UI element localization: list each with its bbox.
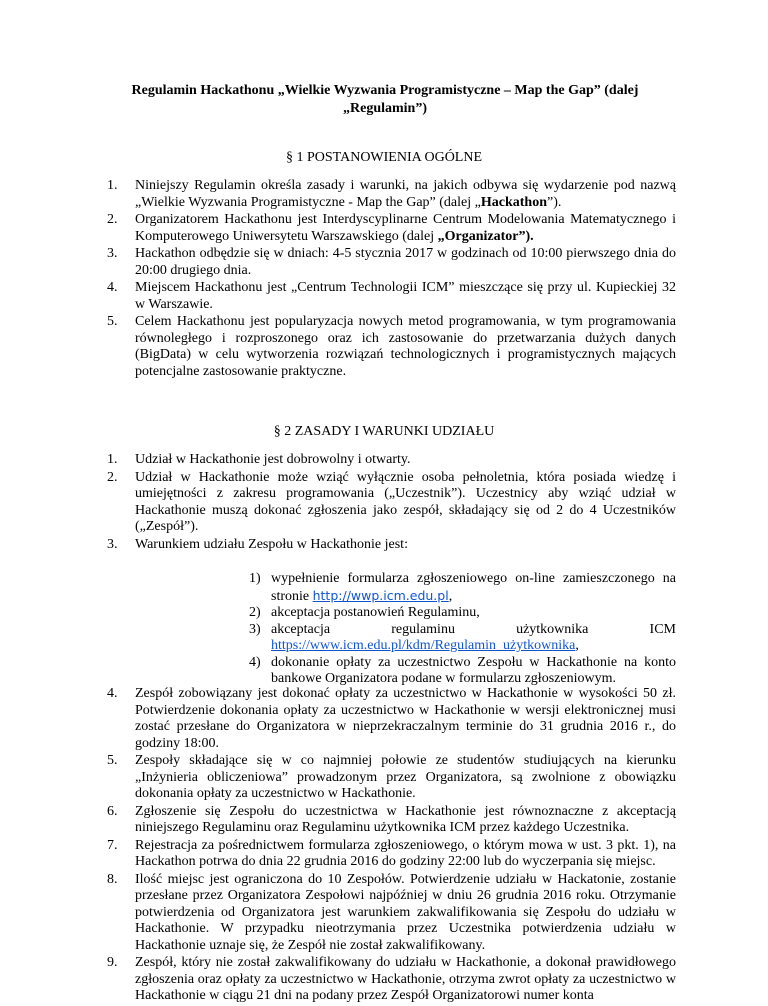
item-text: Zespoły składające się w co najmniej połowie ze studentów studiujących na kierunku „Inżynieria obliczeniowa” prowadzonym przez Organizatora, są zwolnione z obowiązku dokonania opłaty za uczestnictwo w Hackathonie.: [135, 753, 676, 801]
list-item: [107, 246, 676, 279]
section-2-sublist: [107, 571, 676, 688]
document-title: Regulamin Hackathonu „Wielkie Wyzwania Programistyczne – Map the Gap” (dalej „Regulamin”): [131, 83, 639, 116]
subitem-number: 1): [249, 571, 261, 586]
user-regulations-link[interactable]: https://www.icm.edu.pl/kdm/Regulamin_użytkownika: [271, 638, 576, 653]
item-text: Udział w Hackathonie jest dobrowolny i otwarty.: [135, 452, 411, 467]
list-item: [107, 838, 676, 871]
list-item: [107, 452, 676, 469]
item-number: 4.: [107, 280, 118, 295]
subitem-number: 3): [249, 621, 261, 637]
item-number: 5.: [107, 314, 118, 329]
item-text: Zgłoszenie się Zespołu do uczestnictwa w Hackathonie jest równoznaczne z akceptacją niniejszego Regulaminu oraz Regulaminu użytkownika ICM przez każdego Uczestnika.: [135, 803, 676, 835]
list-item: [107, 955, 676, 1005]
sublist-item: [107, 655, 676, 688]
registration-form-link[interactable]: http://wwp.icm.edu.pl: [312, 587, 449, 603]
item-text: Warunkiem udziału Zespołu w Hackathonie jest:: [135, 536, 408, 552]
item-text-after: ”).: [546, 194, 562, 210]
item-number: 5.: [107, 753, 118, 768]
list-item: [107, 178, 676, 211]
subitem-word: użytkownika: [516, 621, 589, 637]
subitem-text: wypełnienie formularza zgłoszeniowego on-line zamieszczonego na stronie: [271, 571, 676, 604]
subitem-number: 4): [249, 654, 261, 670]
subitem-spread-line: [271, 622, 676, 639]
item-number: 3.: [107, 536, 118, 552]
list-item: [107, 872, 676, 955]
sublist-item: [107, 622, 676, 655]
list-item: [107, 280, 676, 313]
sublist-item: [107, 571, 676, 605]
item-text: Rejestracja za pośrednictwem formularza zgłoszeniowego, o którym mowa w ust. 3 pkt. 1), na Hackathon potrwa do dnia 22 grudnia 2016 do godziny 22:00 lub do wyczerpania się miejsc.: [135, 837, 676, 869]
list-item: [107, 804, 676, 837]
list-item: [107, 537, 676, 554]
item-bold-term: Hackathon: [480, 194, 547, 210]
item-number: 6.: [107, 803, 118, 819]
list-item: [107, 753, 676, 803]
item-bold-term: „Organizator”).: [437, 228, 534, 244]
item-number: 3.: [107, 246, 118, 261]
item-text: Celem Hackathonu jest popularyzacja nowych metod programowania, w tym programowania równoległego i rozproszonego oraz ich zastosowanie do przetwarzania dużych danych (BigData) w celu wytworzenia rozwiązań technologicznych i programistycznych mających potencjalne zastosowanie praktyczne.: [135, 314, 676, 379]
list-item: [107, 212, 676, 245]
item-number: 9.: [107, 955, 118, 970]
list-item: [107, 314, 676, 380]
item-number: 4.: [107, 686, 118, 701]
section-1-list: [107, 178, 676, 381]
item-number: 1.: [107, 178, 118, 193]
item-text: Organizatorem Hackathonu jest Interdyscyplinarne Centrum Modelowania Matematycznego i Komputerowego Uniwersytetu Warszawskiego (dalej: [135, 212, 676, 244]
subitem-text: akceptacja postanowień Regulaminu,: [271, 605, 480, 620]
subitem-word: ICM: [649, 621, 676, 637]
item-text: Ilość miejsc jest ograniczona do 10 Zespołów. Potwierdzenie udziału w Hackatonie, zostanie przesłane przez Organizatora Zespołowi najpóźniej w dniu 26 grudnia 2016 roku. Otrzymanie potwierdzenia od Organizatora jest warunkiem zakwalifikowania się Zespołu do udziału w Hackathonie. W przypadku nieotrzymania przez Uczestnika potwierdzenia udziału w Hackathonie uznaje się, że Zespół nie został zakwalifikowany.: [135, 871, 676, 953]
subitem-word: regulaminu: [391, 621, 455, 637]
section-2-list-continued: [107, 686, 676, 1006]
item-number: 2.: [107, 212, 118, 227]
list-item: [107, 686, 676, 752]
item-number: 2.: [107, 469, 118, 485]
item-number: 1.: [107, 452, 118, 467]
item-text: Miejscem Hackathonu jest „Centrum Technologii ICM” mieszczące się przy ul. Kupieckiej 32 w Warszawie.: [135, 280, 676, 312]
item-text: Niniejszy Regulamin określa zasady i warunki, na jakich odbywa się wydarzenie pod nazwą „Wielkie Wyzwania Programistyczne - Map the Gap” (dalej „: [135, 178, 676, 210]
list-item: [107, 470, 676, 536]
item-text: Zespół, który nie został zakwalifikowany do udziału w Hackathonie, a dokonał prawidłowego zgłoszenia oraz opłaty za uczestnictwo w Hackathonie, otrzyma zwrot opłaty za uczestnictwo w Hackathonie w ciągu 21 dni na podany przez Zespół Organizatorowi numer konta: [135, 955, 676, 1003]
section-2-list: [107, 452, 676, 554]
subitem-text-after: ,: [575, 638, 579, 653]
item-number: 7.: [107, 837, 118, 853]
item-number: 8.: [107, 871, 118, 887]
item-text: Udział w Hackathonie może wziąć wyłącznie osoba pełnoletnia, która posiada wiedzę i umiejętności z zakresu programowania („Uczestnik”). Uczestnicy aby wziąć udział w Hackathonie muszą dokonać zgłoszenia jako zespół, składający się od 2 do 4 Uczestników („Zespół”).: [135, 469, 676, 534]
section-2-heading: § 2 ZASADY I WARUNKI UDZIAŁU: [273, 424, 495, 439]
item-text: Zespół zobowiązany jest dokonać opłaty za uczestnictwo w Hackathonie w wysokości 50 zł. Potwierdzenie dokonania opłaty za uczestnictwo w Hackathonie w wersji elektronicznej musi zostać przesłane do Organizatora w nieprzekraczalnym terminie do 31 grudnia 2016 r., do godziny 18:00.: [135, 686, 676, 751]
sublist-item: [107, 605, 676, 622]
subitem-word: akceptacja: [271, 621, 331, 637]
section-1-heading: § 1 POSTANOWIENIA OGÓLNE: [285, 150, 483, 165]
subitem-text-after: ,: [448, 588, 453, 604]
item-text: Hackathon odbędzie się w dniach: 4-5 stycznia 2017 w godzinach od 10:00 pierwszego dnia do 20:00 drugiego dnia.: [135, 246, 676, 278]
subitem-text: dokonanie opłaty za uczestnictwo Zespołu w Hackathonie na konto bankowe Organizatora podane w formularzu zgłoszeniowym.: [271, 654, 676, 686]
subitem-number: 2): [249, 605, 261, 620]
